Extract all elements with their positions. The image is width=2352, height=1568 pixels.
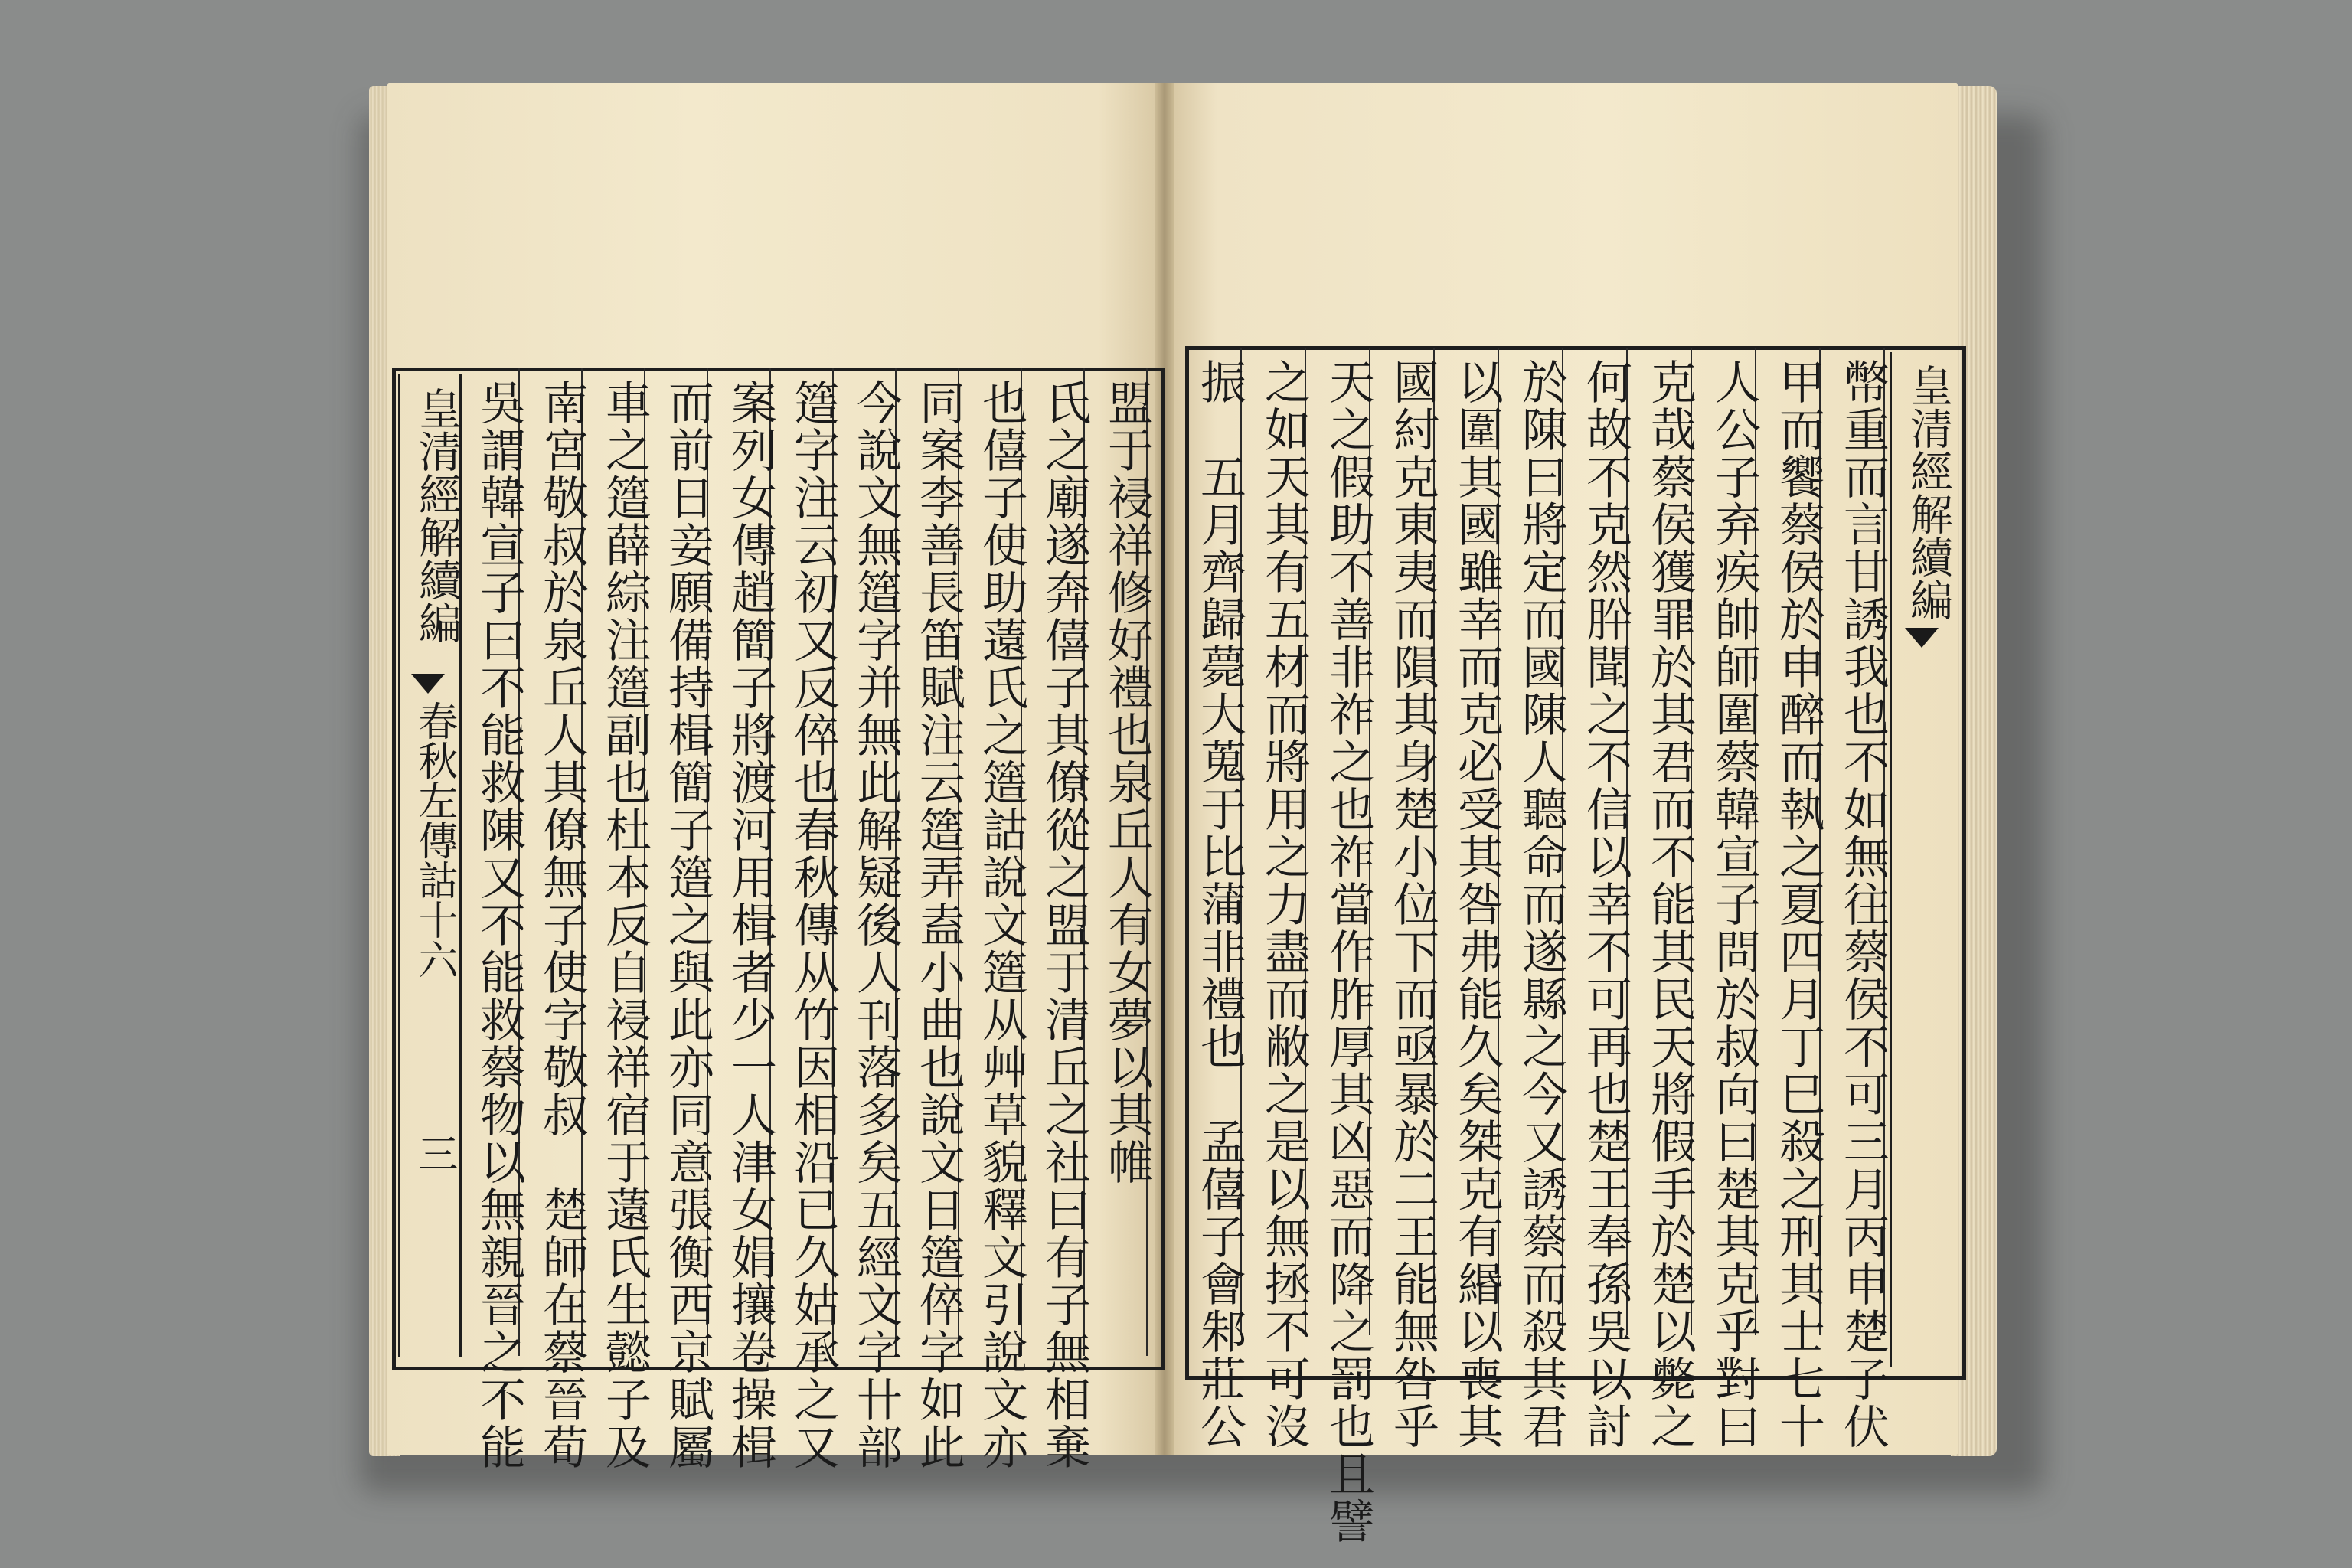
right-page-header: 皇清經解續編 [1903,364,1953,621]
right-text-column: 克哉蔡侯獲罪於其君而不能其民天將假手於楚以斃之 [1643,358,1697,1450]
left-text-column: 車之簉薛綜注簉副也杜本反自祲祥宿于薳氏生懿子及 [598,379,652,1471]
left-frame-inner-line [398,374,400,1357]
right-text-column: 於陳曰將定而國陳人聽命而遂縣之今又誘蔡而殺其君 [1514,358,1568,1450]
left-page-header-sub: 春秋左傳詁十六 [411,701,457,979]
right-text-column: 甲而饗蔡侯於申醉而執之夏四月丁巳殺之刑其士七十 [1772,358,1825,1450]
right-text-column: 幣重而言甘誘我也不如無往蔡侯不可三月丙申楚子伏 [1836,358,1890,1450]
left-text-column: 也僖子使助薳氏之簉詁說文簉从艸草貌釋文引說文亦 [975,379,1028,1471]
left-text-column: 今說文無簉字并無此解疑後人刊落多矣五經文字卄部 [849,379,903,1471]
right-text-column: 人公子弃疾帥師圍蔡韓宣子問於叔向曰楚其克乎對曰 [1707,358,1761,1450]
right-text-column: 天之假助不善非祚之也祚當作胙厚其凶惡而降之罰也且譬 [1321,358,1375,1545]
left-text-column: 南宮敬叔於泉丘人其僚無子使字敬叔 楚師在蔡晉荀 [535,379,589,1471]
left-text-column: 吳謂韓宣子曰不能救陳又不能救蔡物以無親晉之不能 [472,379,526,1471]
fish-tail-mark [411,674,445,694]
left-text-column: 氏之廟遂奔僖子其僚從之盟于清丘之社曰有子無相棄 [1037,379,1091,1471]
right-text-column: 何故不克然肸聞之不信以幸不可再也楚王奉孫吳以討 [1579,358,1632,1450]
left-text-column: 簉字注云初又反倅也春秋傳从竹因相沿已久姑承之又 [786,379,840,1471]
right-text-column: 振 五月齊歸薨大蒐于比蒲非禮也 孟僖子會邾莊公 [1193,358,1246,1450]
fish-tail-mark [1905,628,1939,648]
left-text-column: 盟于祲祥修好禮也泉丘人有女夢以其帷 [1100,379,1154,1186]
left-text-column: 案列女傳趙簡子將渡河用楫者少一人津女娟攘卷操楫 [724,379,777,1471]
right-text-column: 國紂克東夷而隕其身楚小位下而亟暴於二王能無咎乎 [1386,358,1439,1450]
left-text-column: 同案李善長笛賦注云簉弄盍小曲也說文日簉倅字如此 [912,379,965,1471]
left-page-folio: 三 [411,1133,457,1173]
right-text-column: 之如天其有五材而將用之力盡而敝之是以無拯不可沒 [1257,358,1311,1450]
left-text-column: 而前日妾願備持楫簡子簉之與此亦同意張衡西京賦屬 [661,379,714,1471]
right-text-column: 以圍其國雖幸而克必受其咎弗能久矣桀克有緡以喪其 [1450,358,1504,1450]
left-page-header: 皇清經解續編 [412,387,462,644]
